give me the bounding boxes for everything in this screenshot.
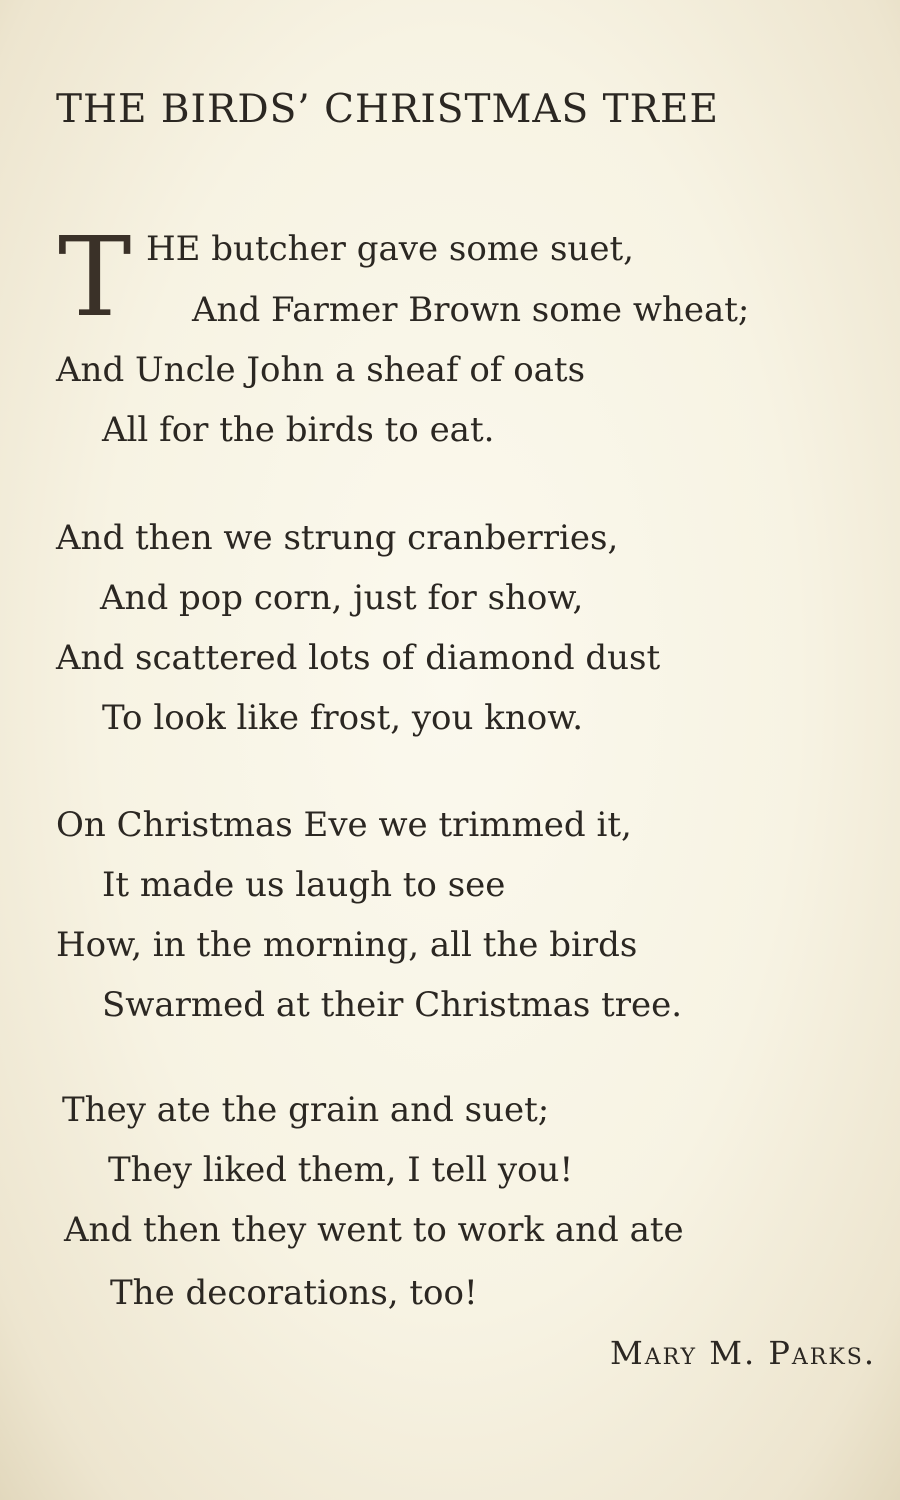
drop-cap: T (58, 213, 132, 341)
stanza-1-line-4: All for the birds to eat. (102, 410, 495, 450)
stanza-2-line-4: To look like frost, you know. (102, 698, 584, 738)
stanza-3-line-2: It made us laugh to see (102, 865, 506, 905)
stanza-3-line-4: Swarmed at their Christmas tree. (102, 985, 683, 1025)
stanza-3-line-1: On Christmas Eve we trimmed it, (56, 805, 632, 845)
stanza-4-line-1: They ate the grain and suet; (62, 1090, 550, 1130)
stanza-4-line-3: And then they went to work and ate (64, 1210, 684, 1250)
stanza-4-line-2: They liked them, I tell you! (108, 1150, 574, 1190)
stanza-2-line-2: And pop corn, just for show, (100, 578, 584, 618)
stanza-1-line-3: And Uncle John a sheaf of oats (56, 350, 586, 390)
stanza-1-line-1: HE butcher gave some suet, (146, 229, 634, 269)
stanza-2-line-3: And scattered lots of diamond dust (56, 638, 661, 678)
stanza-4-line-4: The decorations, too! (110, 1273, 478, 1313)
author-signature: Mary M. Parks. (609, 1334, 876, 1372)
poem-title: THE BIRDS’ CHRISTMAS TREE (56, 87, 719, 132)
stanza-2-line-1: And then we strung cranberries, (56, 518, 619, 558)
stanza-1-line-2: And Farmer Brown some wheat; (192, 290, 750, 330)
stanza-3-line-3: How, in the morning, all the birds (56, 925, 638, 965)
